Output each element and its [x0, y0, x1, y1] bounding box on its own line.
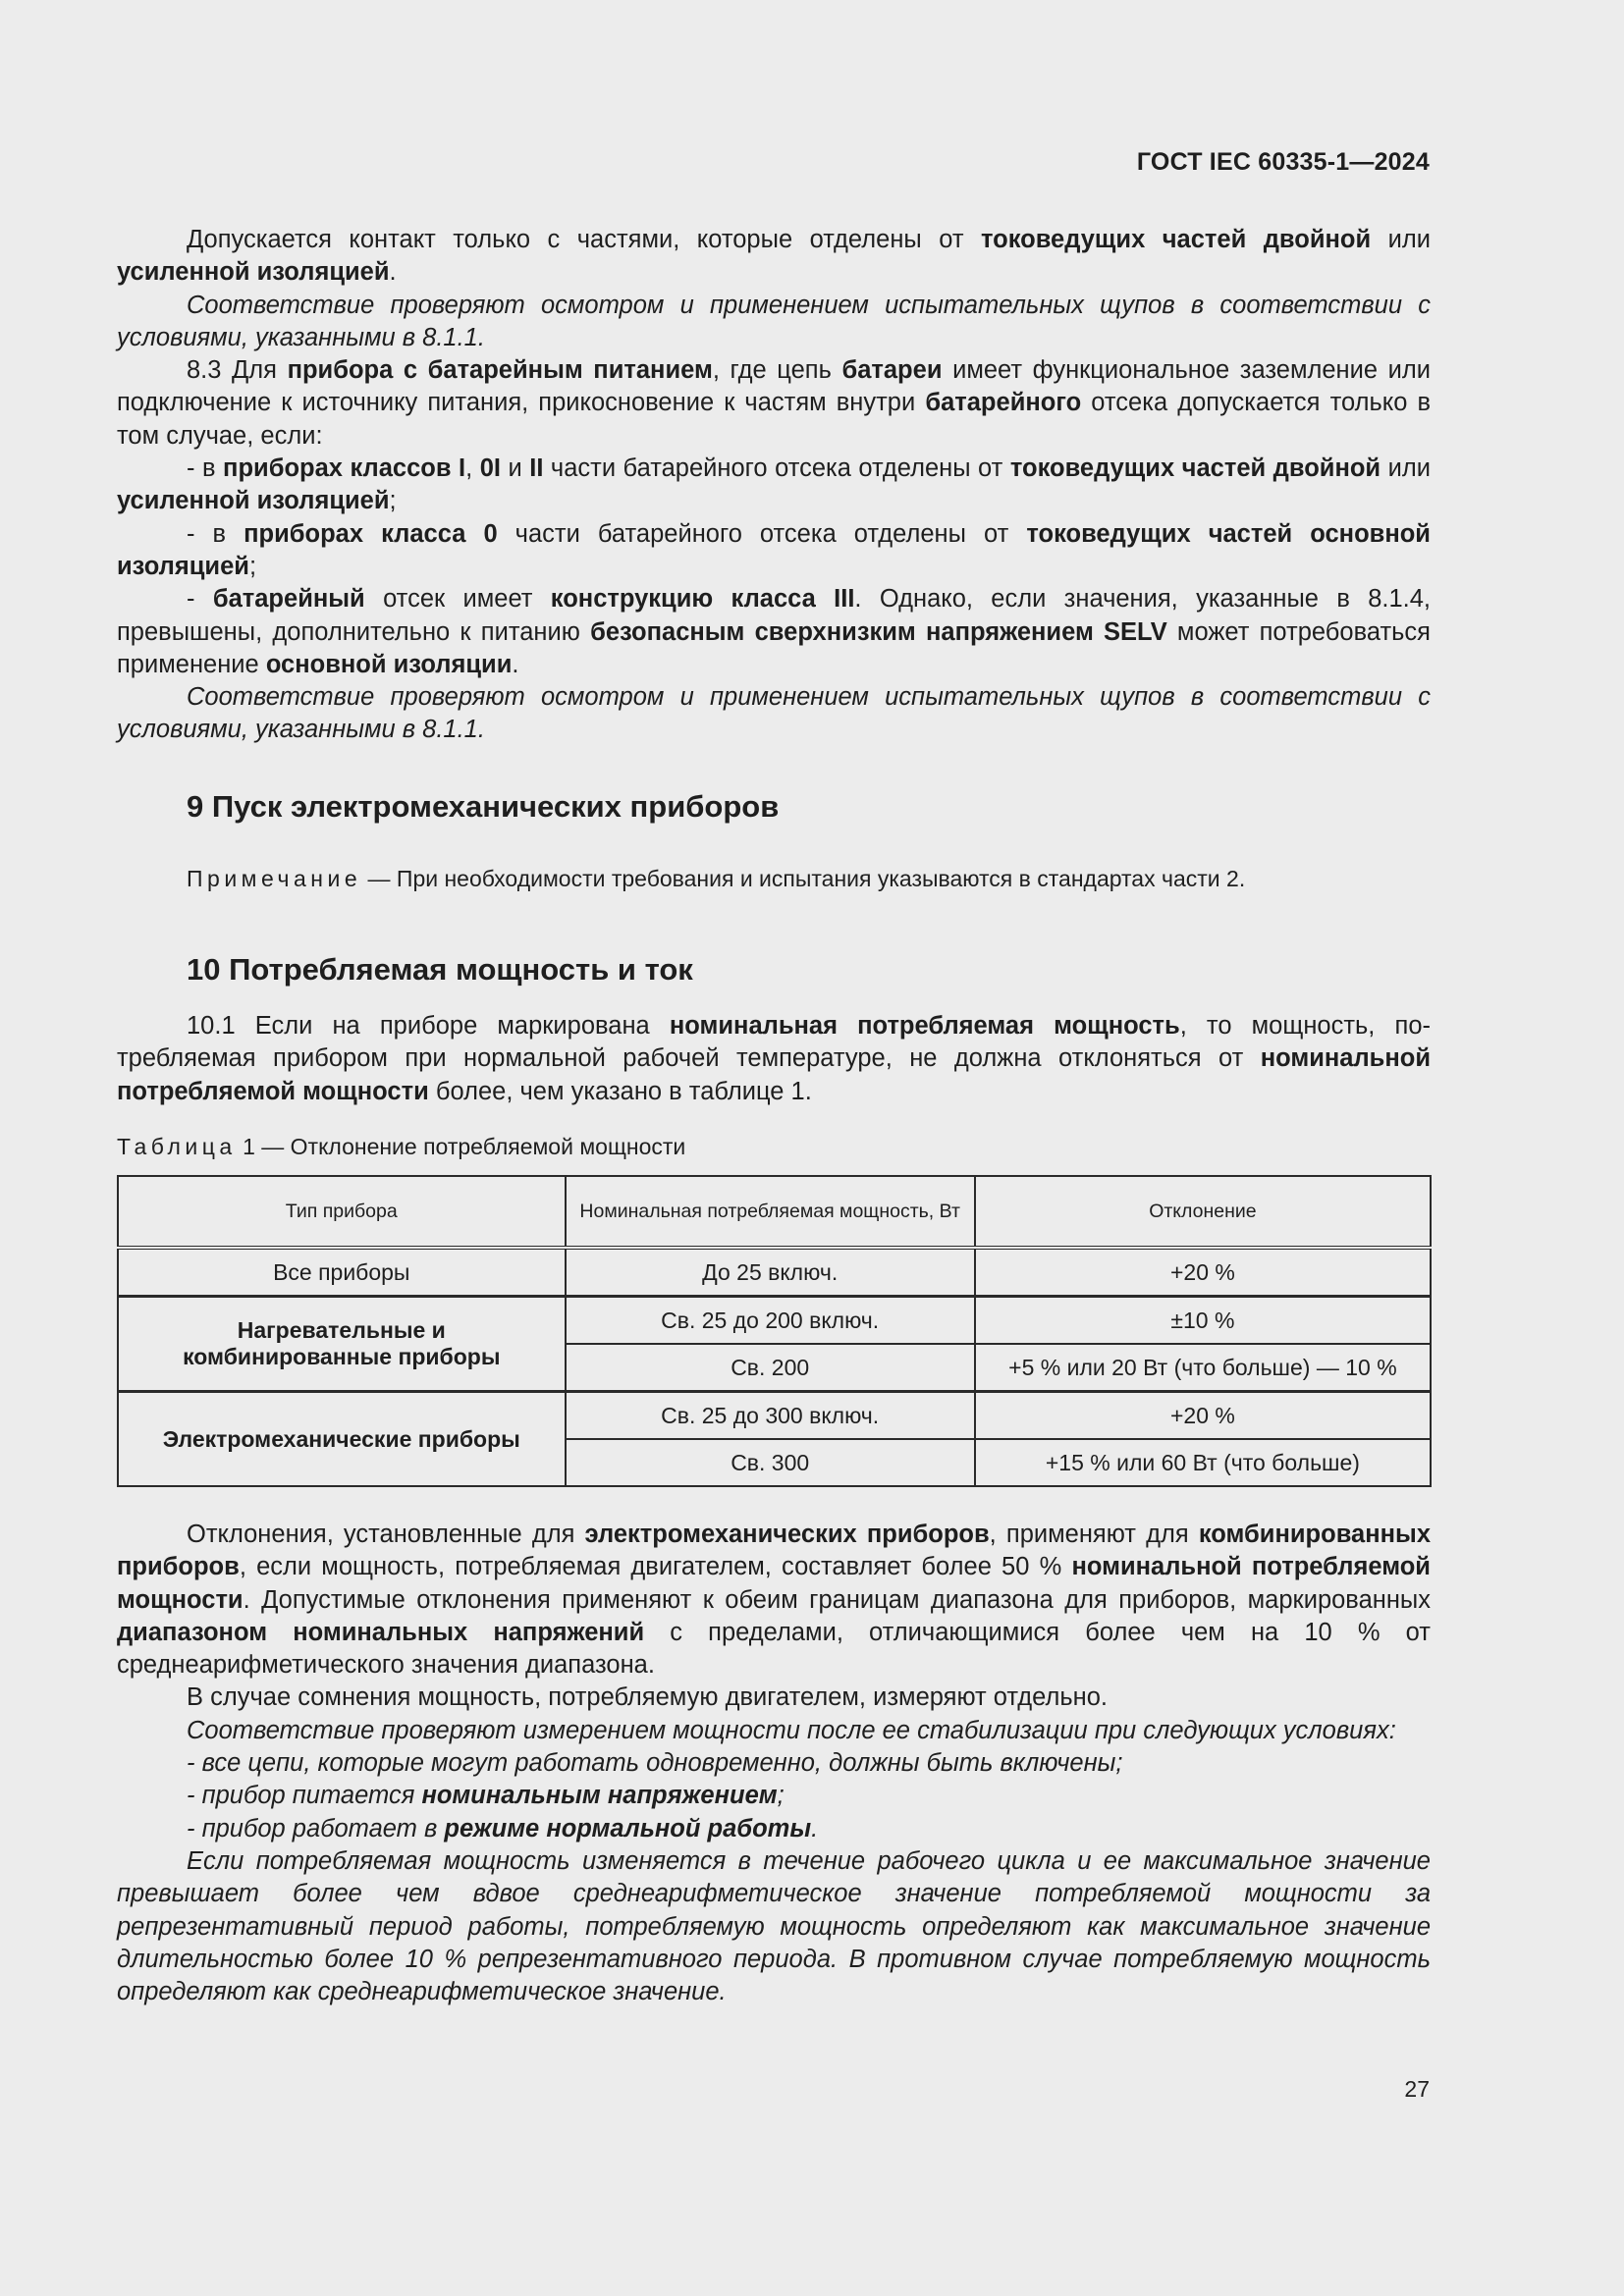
section-heading: 10 Потребляемая мощность и ток	[187, 952, 693, 987]
table-cell: +15 % или 60 Вт (что больше)	[975, 1439, 1431, 1486]
table-row	[118, 1297, 1431, 1345]
table-cell: Все приборы	[118, 1248, 566, 1297]
section-heading: 9 Пуск электромеханических приборов	[187, 789, 780, 824]
document-header: ГОСТ IEC 60335-1—2024	[1136, 148, 1430, 176]
compliance-paragraph: Соответствие проверяют осмотром и применением испытательных щупов в соответствии с условиями, указанными в 8.1.1.	[117, 291, 1431, 351]
after-table-text	[117, 1519, 1431, 2008]
list-item: - батарейный отсек имеет конструкцию класса III. Однако, если значения, указанные в 8.1.4, превышены, дополнительно к питанию безопасным сверхнизким напряжением SELV может потребоваться применение основной изоляции.	[117, 585, 1431, 678]
table-caption: Таблица 1 — Отклонение потребляемой мощности	[117, 1134, 686, 1159]
section-9-note	[117, 866, 1431, 892]
table-header-row	[118, 1176, 1431, 1248]
power-deviation-table	[117, 1175, 1432, 1487]
compliance-paragraph: Если потребляемая мощность изменяется в течение рабочего цикла и ее максимальное значение превышает более чем вдвое среднеарифметическое значение потребляемой мощности за репрезентативный период работы, потребляемую мощность определяют как максимальное значение длительностью более 10 % репрезентативного периода. В противном случае потребляемую мощность определяют как среднеарифметическое значение.	[117, 1846, 1431, 2006]
table-row	[118, 1248, 1431, 1297]
list-item: - прибор работает в режиме нормальной работы.	[187, 1814, 819, 1842]
table-cell: Св. 300	[566, 1439, 975, 1486]
section-10	[117, 952, 1431, 988]
section-8-text	[117, 224, 1431, 747]
table-cell: +20 %	[975, 1392, 1431, 1440]
table-cell: ±10 %	[975, 1297, 1431, 1345]
column-header: Номинальная потребляемая мощность, Вт	[566, 1176, 975, 1248]
paragraph: В случае сомнения мощность, потребляемую двигателем, измеряют отдельно.	[187, 1683, 1108, 1712]
table-cell: Св. 25 до 300 включ.	[566, 1392, 975, 1440]
table-cell: Электромеханические приборы	[118, 1392, 566, 1487]
table-cell: +5 % или 20 Вт (что больше) — 10 %	[975, 1344, 1431, 1392]
note: Примечание — При необходимости требования и испытания указываются в стандартах части 2.	[187, 866, 1246, 891]
list-item: - в приборах класса 0 части батарейного отсека отделены от токоведущих частей основной изоляцией;	[117, 519, 1431, 580]
compliance-paragraph: Соответствие проверяют осмотром и применением испытательных щупов в соответствии с условиями, указанными в 8.1.1.	[117, 683, 1431, 744]
table-cell: Нагревательные и комбинированные приборы	[118, 1297, 566, 1392]
page-number: 27	[1404, 2076, 1430, 2102]
section-9	[117, 789, 1431, 825]
table-cell: Св. 25 до 200 включ.	[566, 1297, 975, 1345]
table-row	[118, 1392, 1431, 1440]
list-item: - прибор питается номинальным напряжением;	[187, 1782, 785, 1810]
table-cell: +20 %	[975, 1248, 1431, 1297]
compliance-paragraph: Соответствие проверяют измерением мощности после ее стабилизации при следующих условиях:	[187, 1716, 1396, 1744]
paragraph: 10.1 Если на приборе маркирована номинальная потребляемая мощность, то мощность, потребляемая прибором при нормальной рабочей температуре, не должна отклоняться от номинальной потребляемой мощности более, чем указано в таблице 1.	[117, 1012, 1431, 1105]
table-cell: Св. 200	[566, 1344, 975, 1392]
column-header: Тип прибора	[118, 1176, 566, 1248]
paragraph: Отклонения, установленные для электромеханических приборов, применяют для комбинированных приборов, если мощность, потребляемая двигателем, составляет более 50 % номинальной потребляемой мощности. Допустимые отклонения применяют к обеим границам диапазона для приборов, маркированных диапазоном номинальных напряжений с пределами, отличающимися более чем на 10 % от среднеарифметического значения диапазона.	[117, 1521, 1431, 1680]
section-10-text	[117, 1010, 1431, 1108]
table-cell: До 25 включ.	[566, 1248, 975, 1297]
list-item: - все цепи, которые могут работать одновременно, должны быть включены;	[187, 1749, 1123, 1778]
paragraph: 8.3 Для прибора с батарейным питанием, где цепь батареи имеет функциональное заземление или подключение к источнику питания, прикосновение к частям внутри батарейного отсека допускается только в том случае, если:	[117, 356, 1431, 450]
paragraph: Допускается контакт только с частями, которые отделены от токоведущих частей двойной или усиленной изоляцией.	[117, 226, 1431, 287]
list-item: - в приборах классов I, 0I и II части батарейного отсека отделены от токоведущих частей двойной или усиленной изоляцией;	[117, 454, 1431, 515]
column-header: Отклонение	[975, 1176, 1431, 1248]
